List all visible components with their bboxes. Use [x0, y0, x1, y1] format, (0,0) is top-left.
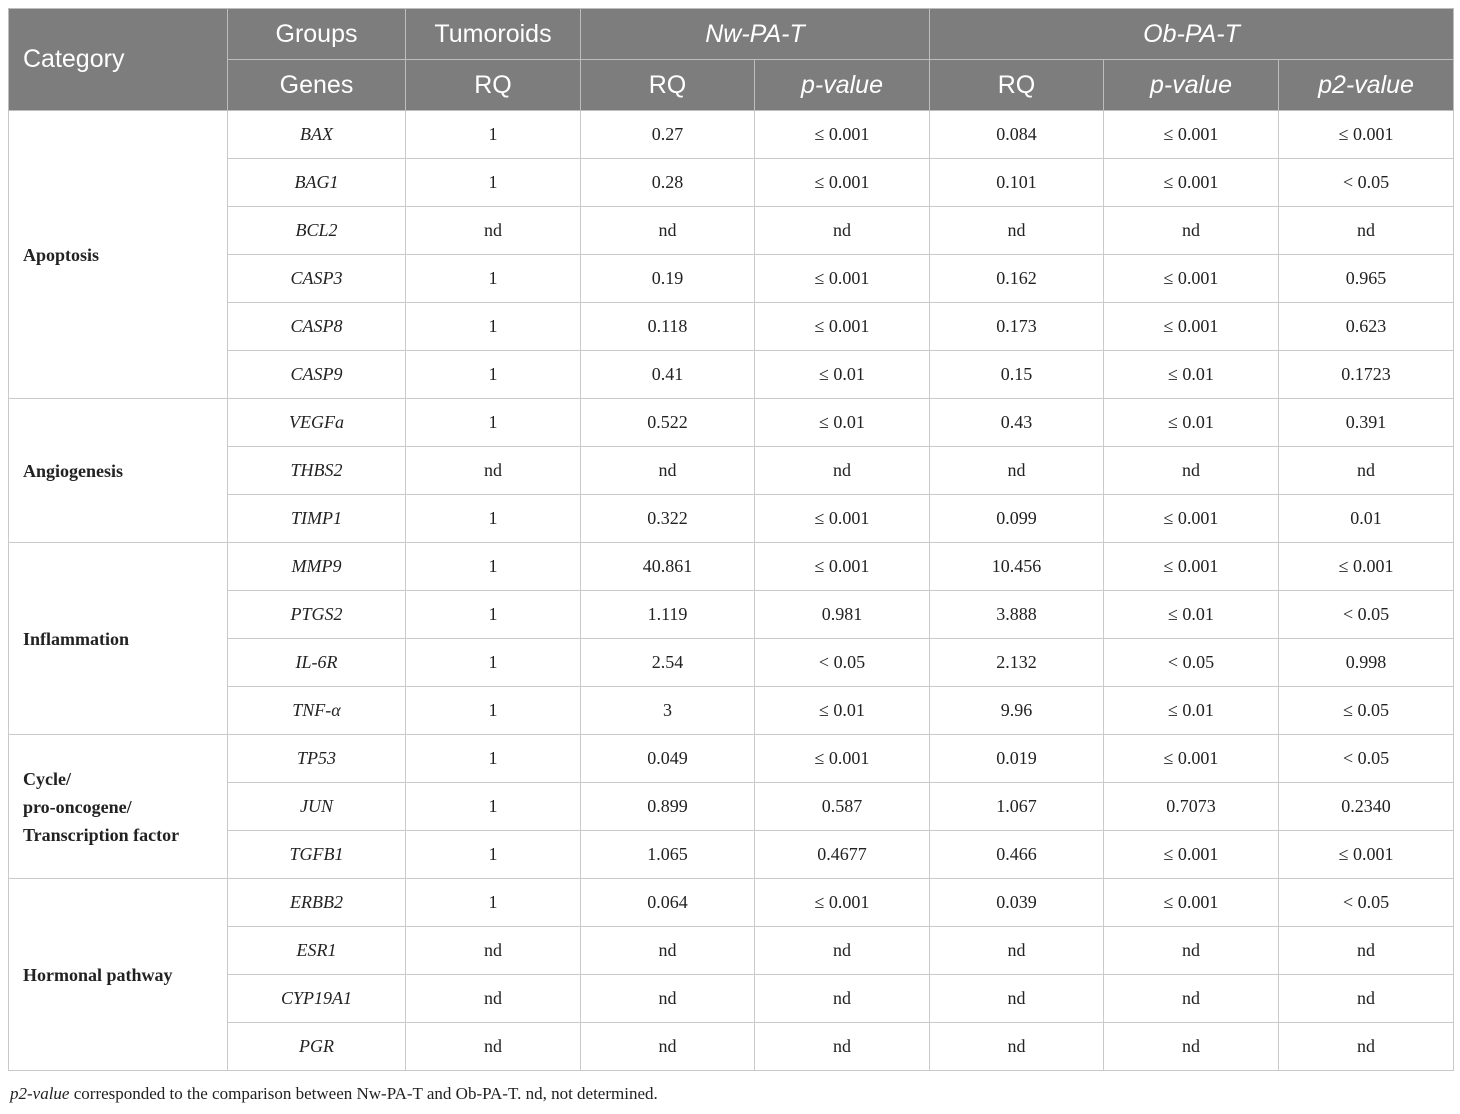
- ob-rq-cell: 0.466: [930, 831, 1104, 879]
- category-label: Cycle/: [23, 768, 71, 789]
- ob-p-value-cell: 0.7073: [1104, 783, 1279, 831]
- nw-rq-cell: 1.119: [581, 591, 755, 639]
- nw-rq-cell: nd: [581, 927, 755, 975]
- nw-rq-cell: 0.19: [581, 255, 755, 303]
- header-ob-rq: RQ: [930, 60, 1104, 111]
- table-row: [9, 111, 1454, 159]
- ob-p2-value-cell: nd: [1279, 1023, 1454, 1071]
- ob-p-value-cell: ≤ 0.01: [1104, 399, 1279, 447]
- header-category: Category: [9, 9, 228, 111]
- ob-p-value-cell: ≤ 0.001: [1104, 879, 1279, 927]
- nw-rq-cell: 1.065: [581, 831, 755, 879]
- ob-p-value-cell: nd: [1104, 447, 1279, 495]
- ob-rq-cell: nd: [930, 447, 1104, 495]
- ob-p2-value-cell: 0.01: [1279, 495, 1454, 543]
- ob-rq-cell: 2.132: [930, 639, 1104, 687]
- ob-p2-value-cell: ≤ 0.05: [1279, 687, 1454, 735]
- ob-rq-cell: 0.099: [930, 495, 1104, 543]
- gene-cell: MMP9: [228, 543, 406, 591]
- gene-cell: TP53: [228, 735, 406, 783]
- ob-p2-value-cell: ≤ 0.001: [1279, 543, 1454, 591]
- nw-rq-cell: nd: [581, 447, 755, 495]
- category-label: pro-oncogene/: [23, 796, 132, 817]
- category-label: Transcription factor: [23, 824, 180, 845]
- tumoroids-rq-cell: 1: [406, 735, 581, 783]
- nw-p-value-cell: 0.981: [755, 591, 930, 639]
- table-row: [9, 879, 1454, 927]
- ob-p-value-cell: ≤ 0.001: [1104, 543, 1279, 591]
- header-tumoroids: Tumoroids: [406, 9, 581, 60]
- ob-p2-value-cell: nd: [1279, 975, 1454, 1023]
- ob-p-value-cell: nd: [1104, 1023, 1279, 1071]
- ob-p2-value-cell: ≤ 0.001: [1279, 111, 1454, 159]
- ob-rq-cell: 0.162: [930, 255, 1104, 303]
- tumoroids-rq-cell: 1: [406, 495, 581, 543]
- category-cell: [9, 879, 228, 1071]
- nw-p-value-cell: ≤ 0.01: [755, 351, 930, 399]
- nw-rq-cell: 0.049: [581, 735, 755, 783]
- gene-cell: CYP19A1: [228, 975, 406, 1023]
- tumoroids-rq-cell: nd: [406, 1023, 581, 1071]
- table-body: [9, 111, 1454, 1071]
- category-cell: [9, 399, 228, 543]
- ob-p2-value-cell: 0.2340: [1279, 783, 1454, 831]
- category-label: Hormonal pathway: [23, 964, 173, 985]
- gene-cell: VEGFa: [228, 399, 406, 447]
- header-genes: Genes: [228, 60, 406, 111]
- gene-cell: TGFB1: [228, 831, 406, 879]
- ob-p-value-cell: ≤ 0.001: [1104, 255, 1279, 303]
- nw-rq-cell: nd: [581, 1023, 755, 1071]
- ob-p2-value-cell: < 0.05: [1279, 159, 1454, 207]
- table-row: [9, 735, 1454, 783]
- ob-rq-cell: 0.084: [930, 111, 1104, 159]
- ob-p2-value-cell: < 0.05: [1279, 879, 1454, 927]
- ob-p2-value-cell: 0.998: [1279, 639, 1454, 687]
- ob-rq-cell: 0.019: [930, 735, 1104, 783]
- nw-p-value-cell: nd: [755, 975, 930, 1023]
- gene-cell: BAX: [228, 111, 406, 159]
- ob-rq-cell: 0.15: [930, 351, 1104, 399]
- tumoroids-rq-cell: 1: [406, 303, 581, 351]
- tumoroids-rq-cell: nd: [406, 975, 581, 1023]
- nw-p-value-cell: < 0.05: [755, 639, 930, 687]
- gene-cell: BAG1: [228, 159, 406, 207]
- ob-rq-cell: nd: [930, 207, 1104, 255]
- table-header: [9, 9, 1454, 111]
- ob-p-value-cell: ≤ 0.01: [1104, 591, 1279, 639]
- footnote-text: corresponded to the comparison between Nw-PA-T and Ob-PA-T. nd, not determined.: [69, 1084, 658, 1103]
- ob-p-value-cell: ≤ 0.01: [1104, 351, 1279, 399]
- tumoroids-rq-cell: 1: [406, 639, 581, 687]
- tumoroids-rq-cell: 1: [406, 783, 581, 831]
- nw-rq-cell: 0.899: [581, 783, 755, 831]
- header-nw-rq: RQ: [581, 60, 755, 111]
- header-groups: Groups: [228, 9, 406, 60]
- tumoroids-rq-cell: nd: [406, 447, 581, 495]
- ob-p2-value-cell: 0.1723: [1279, 351, 1454, 399]
- gene-cell: TIMP1: [228, 495, 406, 543]
- tumoroids-rq-cell: 1: [406, 591, 581, 639]
- nw-p-value-cell: ≤ 0.01: [755, 687, 930, 735]
- ob-p2-value-cell: nd: [1279, 927, 1454, 975]
- nw-p-value-cell: ≤ 0.001: [755, 879, 930, 927]
- tumoroids-rq-cell: 1: [406, 399, 581, 447]
- header-ob-pa-t: Ob-PA-T: [930, 9, 1454, 60]
- ob-p-value-cell: < 0.05: [1104, 639, 1279, 687]
- nw-rq-cell: nd: [581, 207, 755, 255]
- header-row-groups: [9, 9, 1454, 60]
- gene-cell: CASP9: [228, 351, 406, 399]
- tumoroids-rq-cell: 1: [406, 351, 581, 399]
- nw-rq-cell: 3: [581, 687, 755, 735]
- nw-p-value-cell: nd: [755, 207, 930, 255]
- category-cell: [9, 111, 228, 399]
- category-cell: [9, 735, 228, 879]
- ob-p2-value-cell: 0.623: [1279, 303, 1454, 351]
- nw-p-value-cell: nd: [755, 447, 930, 495]
- tumoroids-rq-cell: 1: [406, 255, 581, 303]
- tumoroids-rq-cell: 1: [406, 159, 581, 207]
- header-tumoroids-rq: RQ: [406, 60, 581, 111]
- nw-rq-cell: 0.118: [581, 303, 755, 351]
- ob-rq-cell: 3.888: [930, 591, 1104, 639]
- ob-rq-cell: 9.96: [930, 687, 1104, 735]
- ob-p-value-cell: ≤ 0.01: [1104, 687, 1279, 735]
- ob-p2-value-cell: < 0.05: [1279, 735, 1454, 783]
- ob-rq-cell: 0.101: [930, 159, 1104, 207]
- ob-p2-value-cell: 0.965: [1279, 255, 1454, 303]
- ob-p-value-cell: ≤ 0.001: [1104, 159, 1279, 207]
- header-ob-p2-value: p2-value: [1279, 60, 1454, 111]
- nw-p-value-cell: ≤ 0.001: [755, 303, 930, 351]
- table-footnote: [10, 1084, 658, 1104]
- tumoroids-rq-cell: nd: [406, 927, 581, 975]
- category-label: Apoptosis: [23, 244, 100, 265]
- nw-p-value-cell: nd: [755, 1023, 930, 1071]
- gene-cell: JUN: [228, 783, 406, 831]
- header-ob-p-value: p-value: [1104, 60, 1279, 111]
- gene-cell: PGR: [228, 1023, 406, 1071]
- category-label: Inflammation: [23, 628, 130, 649]
- ob-p2-value-cell: nd: [1279, 447, 1454, 495]
- table-row: [9, 543, 1454, 591]
- nw-rq-cell: 0.522: [581, 399, 755, 447]
- nw-p-value-cell: ≤ 0.01: [755, 399, 930, 447]
- ob-rq-cell: 0.039: [930, 879, 1104, 927]
- nw-rq-cell: 2.54: [581, 639, 755, 687]
- ob-rq-cell: 0.43: [930, 399, 1104, 447]
- category-cell: [9, 543, 228, 735]
- nw-p-value-cell: ≤ 0.001: [755, 735, 930, 783]
- tumoroids-rq-cell: 1: [406, 543, 581, 591]
- nw-p-value-cell: 0.587: [755, 783, 930, 831]
- ob-p2-value-cell: < 0.05: [1279, 591, 1454, 639]
- header-nw-pa-t: Nw-PA-T: [581, 9, 930, 60]
- ob-p-value-cell: ≤ 0.001: [1104, 303, 1279, 351]
- ob-rq-cell: nd: [930, 1023, 1104, 1071]
- ob-rq-cell: 0.173: [930, 303, 1104, 351]
- nw-p-value-cell: ≤ 0.001: [755, 543, 930, 591]
- nw-p-value-cell: ≤ 0.001: [755, 159, 930, 207]
- nw-rq-cell: 0.41: [581, 351, 755, 399]
- gene-cell: CASP8: [228, 303, 406, 351]
- tumoroids-rq-cell: 1: [406, 879, 581, 927]
- ob-p-value-cell: nd: [1104, 927, 1279, 975]
- ob-rq-cell: 1.067: [930, 783, 1104, 831]
- nw-p-value-cell: ≤ 0.001: [755, 495, 930, 543]
- gene-cell: THBS2: [228, 447, 406, 495]
- ob-p-value-cell: ≤ 0.001: [1104, 111, 1279, 159]
- nw-rq-cell: 0.322: [581, 495, 755, 543]
- ob-p-value-cell: nd: [1104, 975, 1279, 1023]
- ob-p-value-cell: ≤ 0.001: [1104, 831, 1279, 879]
- ob-p-value-cell: nd: [1104, 207, 1279, 255]
- ob-p2-value-cell: 0.391: [1279, 399, 1454, 447]
- gene-cell: BCL2: [228, 207, 406, 255]
- nw-p-value-cell: ≤ 0.001: [755, 255, 930, 303]
- gene-cell: ERBB2: [228, 879, 406, 927]
- gene-cell: PTGS2: [228, 591, 406, 639]
- ob-p2-value-cell: nd: [1279, 207, 1454, 255]
- gene-cell: ESR1: [228, 927, 406, 975]
- nw-p-value-cell: ≤ 0.001: [755, 111, 930, 159]
- tumoroids-rq-cell: 1: [406, 687, 581, 735]
- tumoroids-rq-cell: 1: [406, 111, 581, 159]
- ob-p2-value-cell: ≤ 0.001: [1279, 831, 1454, 879]
- nw-rq-cell: 0.27: [581, 111, 755, 159]
- header-nw-p-value: p-value: [755, 60, 930, 111]
- nw-rq-cell: nd: [581, 975, 755, 1023]
- gene-expression-table: [8, 8, 1454, 1071]
- nw-rq-cell: 40.861: [581, 543, 755, 591]
- ob-rq-cell: nd: [930, 927, 1104, 975]
- gene-cell: TNF-α: [228, 687, 406, 735]
- tumoroids-rq-cell: nd: [406, 207, 581, 255]
- footnote-italic: p2-value: [10, 1084, 70, 1103]
- category-label: Angiogenesis: [23, 460, 124, 481]
- ob-rq-cell: 10.456: [930, 543, 1104, 591]
- table-row: [9, 399, 1454, 447]
- ob-p-value-cell: ≤ 0.001: [1104, 735, 1279, 783]
- nw-p-value-cell: nd: [755, 927, 930, 975]
- gene-cell: IL-6R: [228, 639, 406, 687]
- nw-p-value-cell: 0.4677: [755, 831, 930, 879]
- nw-rq-cell: 0.064: [581, 879, 755, 927]
- nw-rq-cell: 0.28: [581, 159, 755, 207]
- ob-rq-cell: nd: [930, 975, 1104, 1023]
- tumoroids-rq-cell: 1: [406, 831, 581, 879]
- ob-p-value-cell: ≤ 0.001: [1104, 495, 1279, 543]
- gene-cell: CASP3: [228, 255, 406, 303]
